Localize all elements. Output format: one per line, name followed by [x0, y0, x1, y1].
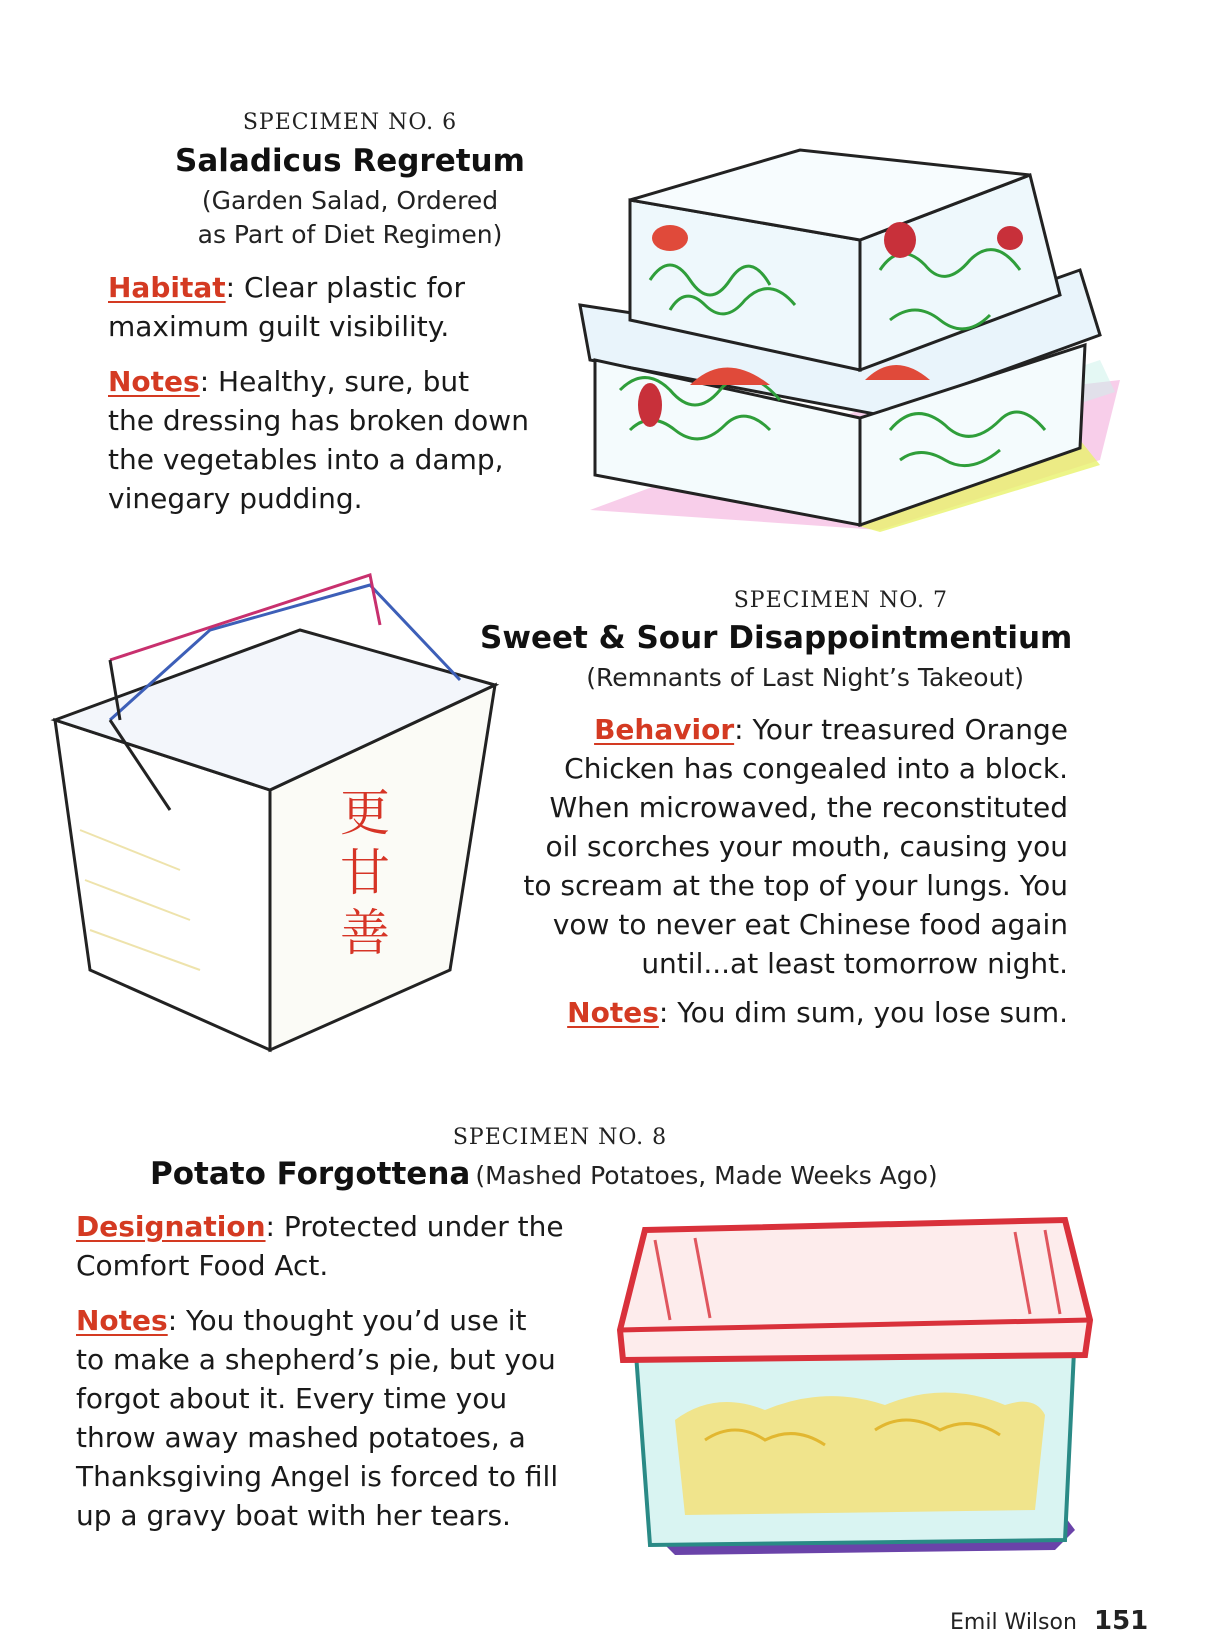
- notes-6-text-2: the dressing has broken down: [108, 404, 529, 437]
- specimen-7-number: SPECIMEN NO. 7: [733, 588, 948, 613]
- notes-6-text-3: the vegetables into a damp,: [108, 443, 504, 476]
- behavior-label: Behavior: [594, 713, 735, 746]
- specimen-8-title: Potato Forgottena: [150, 1156, 471, 1192]
- box-char-2: 甘: [340, 844, 390, 902]
- behavior-text-3: When microwaved, the reconstituted: [549, 791, 1068, 824]
- notes-8-text-5: Thanksgiving Angel is forced to fill: [76, 1460, 559, 1493]
- notes-8-text-1: : You thought you’d use it: [167, 1304, 527, 1337]
- notes-label-6: Notes: [108, 365, 200, 398]
- specimen-6-habitat: [108, 268, 578, 346]
- specimen-6-subtitle-line2: as Part of Diet Regimen): [197, 220, 503, 249]
- specimen-8-subtitle: (Mashed Potatoes, Made Weeks Ago): [475, 1161, 938, 1190]
- notes-7-text: : You dim sum, you lose sum.: [658, 996, 1068, 1029]
- specimen-6-subtitle-line1: (Garden Salad, Ordered: [201, 186, 499, 215]
- behavior-text-6: vow to never eat Chinese food again: [552, 908, 1068, 941]
- page-number: 151: [1094, 1606, 1149, 1636]
- behavior-text-7: until...at least tomorrow night.: [641, 947, 1068, 980]
- potato-container-illustration: [615, 1210, 1095, 1560]
- specimen-8-number: SPECIMEN NO. 8: [452, 1125, 668, 1150]
- box-char-1: 更: [340, 784, 390, 842]
- takeout-box-illustration: [40, 570, 500, 1070]
- specimen-7-subtitle: (Remnants of Last Night’s Takeout): [586, 663, 1024, 692]
- notes-6-text-1: : Healthy, sure, but: [199, 365, 470, 398]
- behavior-text-5: to scream at the top of your lungs. You: [523, 869, 1068, 902]
- habitat-label: Habitat: [108, 271, 226, 304]
- specimen-6-number: SPECIMEN NO. 6: [242, 110, 458, 135]
- specimen-7-title: Sweet & Sour Disappointmentium: [480, 620, 1073, 656]
- notes-6-text-4: vinegary pudding.: [108, 482, 363, 515]
- salad-container-illustration: [560, 130, 1170, 550]
- footer-author: Emil Wilson: [950, 1610, 1077, 1635]
- designation-text-1: : Protected under the: [265, 1210, 564, 1243]
- notes-8-text-6: up a gravy boat with her tears.: [76, 1499, 511, 1532]
- notes-label-8: Notes: [76, 1304, 168, 1337]
- behavior-text-2: Chicken has congealed into a block.: [564, 752, 1068, 785]
- notes-8-text-4: throw away mashed potatoes, a: [76, 1421, 526, 1454]
- specimen-8-designation: [76, 1207, 636, 1285]
- behavior-text-1: : Your treasured Orange: [734, 713, 1068, 746]
- behavior-text-4: oil scorches your mouth, causing you: [545, 830, 1068, 863]
- specimen-8-notes: [76, 1301, 636, 1535]
- designation-label: Designation: [76, 1210, 266, 1243]
- specimen-8-heading: [150, 1156, 1050, 1192]
- specimen-6-notes: [108, 362, 578, 518]
- designation-text-2: Comfort Food Act.: [76, 1249, 329, 1282]
- specimen-7-behavior: [460, 710, 1068, 983]
- specimen-6-title: Saladicus Regretum: [175, 143, 525, 179]
- box-char-3: 善: [340, 904, 390, 962]
- habitat-text-2: maximum guilt visibility.: [108, 310, 450, 343]
- notes-8-text-3: forgot about it. Every time you: [76, 1382, 508, 1415]
- notes-8-text-2: to make a shepherd’s pie, but you: [76, 1343, 556, 1376]
- specimen-7-notes: [460, 993, 1068, 1032]
- habitat-text-1: : Clear plastic for: [225, 271, 465, 304]
- notes-label-7: Notes: [567, 996, 659, 1029]
